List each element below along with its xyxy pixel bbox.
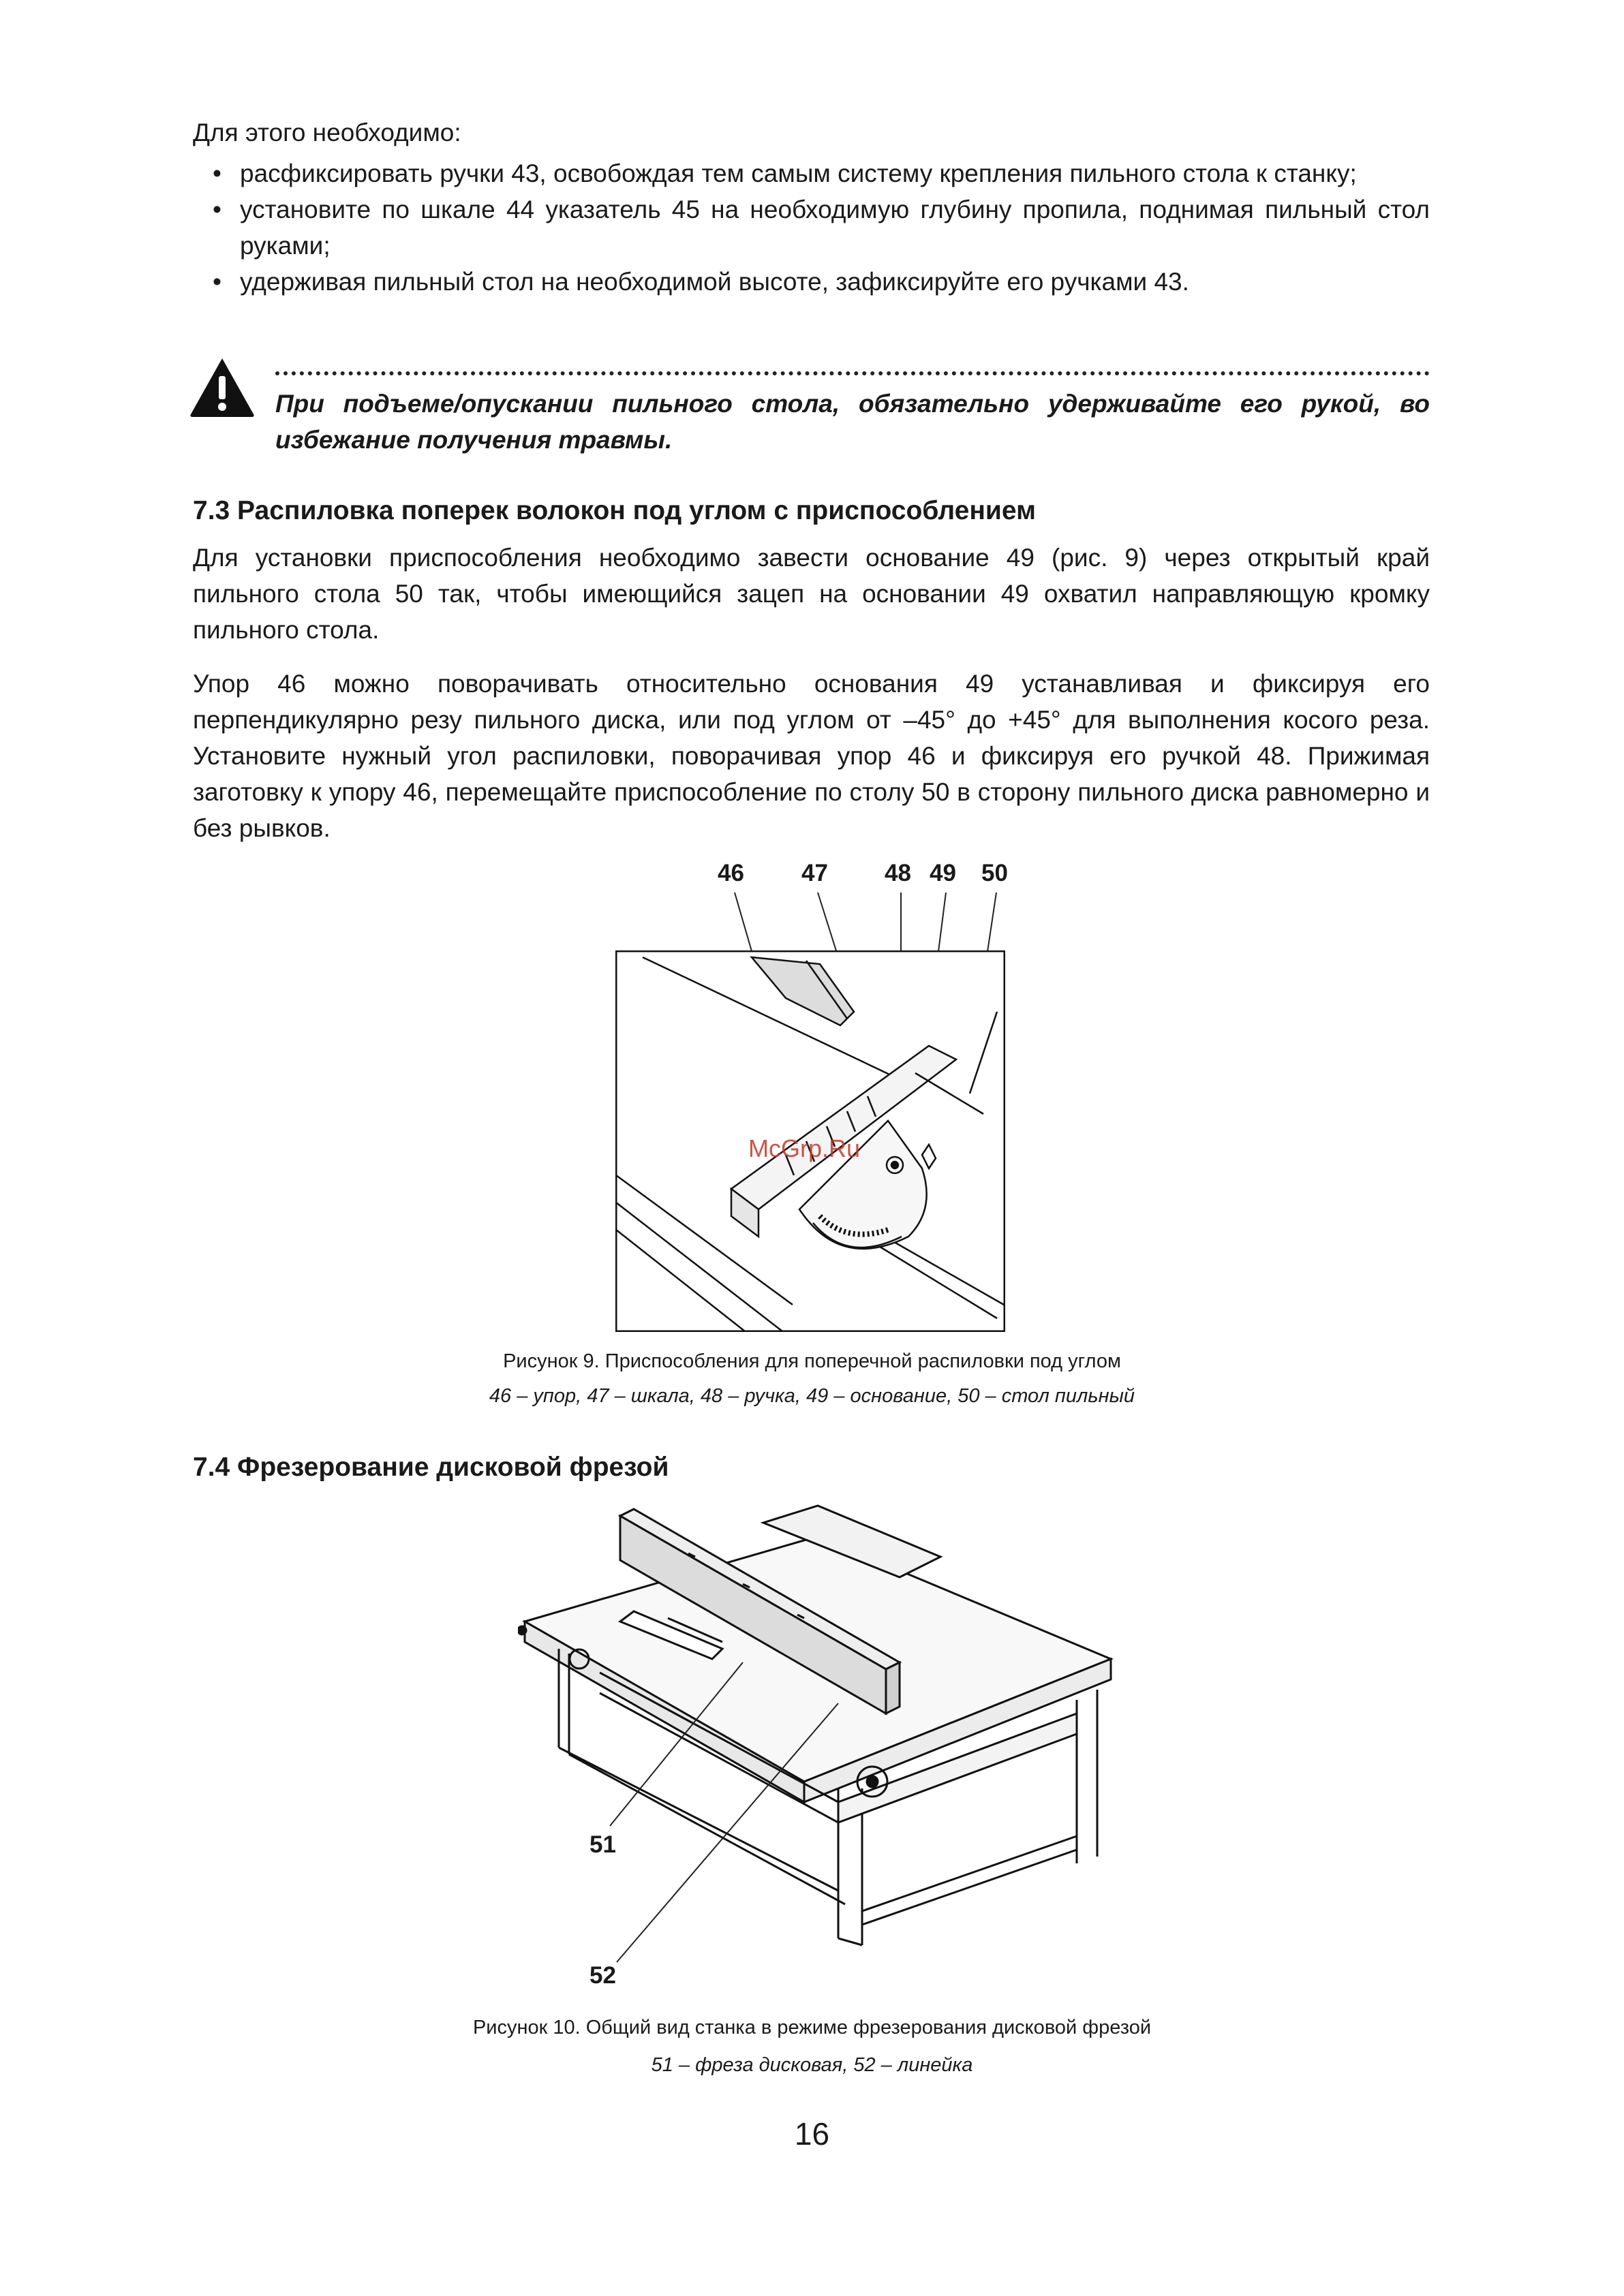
bullet-icon: • xyxy=(213,159,221,187)
callout-48: 48 xyxy=(885,860,911,886)
intro-text: Для этого необходимо: xyxy=(193,119,461,146)
callout-51: 51 xyxy=(589,1831,616,1858)
warning-icon xyxy=(188,356,256,418)
watermark: McGrp.Ru xyxy=(748,1134,861,1162)
list-item: • установите по шкале 44 указатель 45 на необходимую глубину пропила, поднимая пильный стол руками; xyxy=(240,191,1430,264)
figure10-caption: Рисунок 10. Общий вид станка в режиме фрезерования дисковой фрезой xyxy=(472,2017,1152,2038)
bullet-list xyxy=(213,155,1430,300)
bullet-icon: • xyxy=(213,196,221,223)
callout-50: 50 xyxy=(981,860,1008,886)
paragraph-7-3-1: Для установки приспособления необходимо завести основание 49 (рис. 9) через открытый край пильного стола 50 так, чтобы имеющийся зацеп на основании 49 охватил направляющую кромку пильного стола. xyxy=(193,544,1430,644)
warning-text: При подъеме/опускании пильного стола, обязательно удерживайте его рукой, во избежание получения травмы. xyxy=(275,390,1430,454)
callout-47: 47 xyxy=(801,860,828,886)
figure10-illustration xyxy=(518,1495,1118,1986)
page-number: 16 xyxy=(794,2116,830,2152)
section-heading-7-3: 7.3 Распиловка поперек волокон под углом с приспособлением xyxy=(193,496,1036,525)
figure9-legend: 46 – упор, 47 – шкала, 48 – ручка, 49 – основание, 50 – стол пильный xyxy=(489,1385,1135,1407)
list-item: • удерживая пильный стол на необходимой высоте, зафиксируйте его ручками 43. xyxy=(240,264,1430,300)
section-heading-7-4: 7.4 Фрезерование дисковой фрезой xyxy=(193,1453,669,1482)
list-item: • расфиксировать ручки 43, освобождая тем самым систему крепления пильного стола к станку; xyxy=(240,155,1430,191)
bullet-icon: • xyxy=(213,268,221,296)
figure9-caption: Рисунок 9. Приспособления для поперечной распиловки под углом xyxy=(503,1350,1121,1372)
warning-divider xyxy=(275,371,1430,375)
callout-46: 46 xyxy=(718,860,744,886)
paragraph-7-3-2: Упор 46 можно поворачивать относительно основания 49 устанавливая и фиксируя его перпендикулярно резу пильного диска, или под углом от –45° до +45° для выполнения косого реза. Установите нужный угол распиловки, поворачивая упор 46 и фиксируя его ручкой 48. Прижимая заготовку к упору 46, перемещайте приспособление по столу 50 в сторону пильного диска равномерно и без рывков. xyxy=(193,670,1430,842)
callout-49: 49 xyxy=(930,860,956,886)
callout-52: 52 xyxy=(589,1962,616,1989)
figure10-legend: 51 – фреза дисковая, 52 – линейка xyxy=(651,2054,973,2076)
